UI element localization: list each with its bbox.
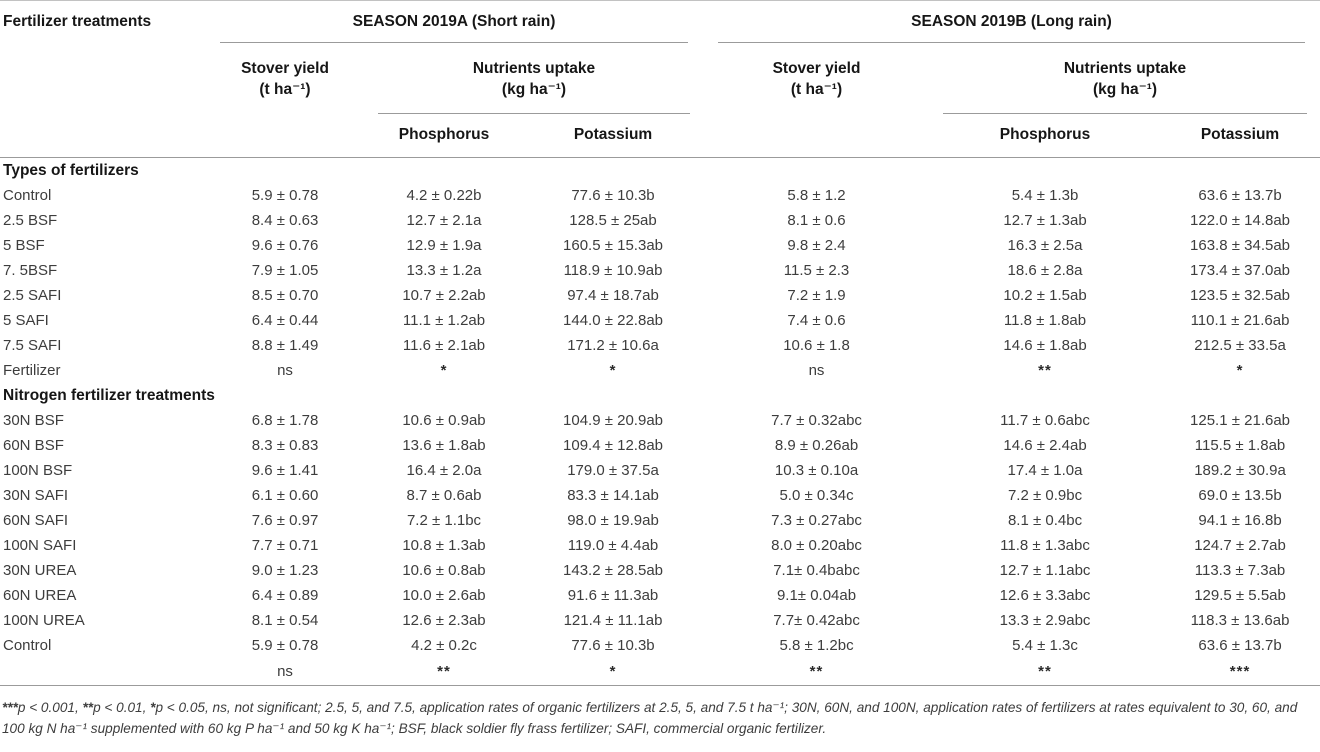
value-cell: 124.7 ± 2.7ab (1194, 537, 1286, 554)
row-label: 30N UREA (3, 562, 77, 579)
value-cell: 8.5 ± 0.70 (251, 287, 319, 304)
value-cell: 16.4 ± 2.0a (406, 462, 482, 479)
value-cell: 18.6 ± 2.8a (1007, 262, 1083, 279)
value-cell: 10.3 ± 0.10a (774, 462, 859, 479)
value-cell: 12.7 ± 1.1abc (999, 562, 1091, 579)
significance-cell: ** (365, 658, 523, 686)
value-cell: 9.1± 0.04ab (776, 587, 857, 604)
season-a-label: SEASON 2019A (Short rain) (220, 13, 688, 43)
value-cell: 69.0 ± 13.5b (1198, 487, 1282, 504)
stover-yield-label: Stover yield (772, 60, 861, 77)
table-row (0, 308, 1320, 333)
value-cell: 12.7 ± 2.1a (406, 212, 482, 229)
row-label: Control (3, 187, 52, 204)
value-cell: 109.4 ± 12.8ab (563, 437, 663, 454)
value-cell: 7.4 ± 0.6 (787, 312, 846, 329)
phosphorus-header-a: Phosphorus (365, 115, 523, 158)
footnote-segment: p < 0.001, (17, 700, 83, 715)
value-cell: 119.0 ± 4.4ab (567, 537, 659, 554)
value-cell: 9.6 ± 1.41 (251, 462, 319, 479)
value-cell: 7.2 ± 0.9bc (1007, 487, 1083, 504)
table-row (0, 508, 1320, 533)
value-cell: 7.2 ± 1.1bc (406, 512, 482, 529)
value-cell: 121.4 ± 11.1ab (563, 612, 663, 629)
value-cell: 113.3 ± 7.3ab (1194, 562, 1286, 579)
value-cell: 9.6 ± 0.76 (251, 237, 319, 254)
row-label: 7.5 SAFI (3, 337, 62, 354)
row-label: 60N UREA (3, 587, 77, 604)
value-cell: 10.0 ± 2.6ab (402, 587, 486, 604)
value-cell: 63.6 ± 13.7b (1198, 637, 1282, 654)
value-cell: 7.7 ± 0.71 (251, 537, 319, 554)
value-cell: 63.6 ± 13.7b (1198, 187, 1282, 204)
value-cell: 118.3 ± 13.6ab (1190, 612, 1290, 629)
table-row (0, 408, 1320, 433)
value-cell: 12.6 ± 2.3ab (402, 612, 486, 629)
value-cell: 5.9 ± 0.78 (251, 637, 319, 654)
row-label: 60N BSF (3, 437, 64, 454)
spacer-cell (205, 115, 365, 158)
value-cell: 12.6 ± 3.3abc (999, 587, 1091, 604)
value-cell: 91.6 ± 11.3ab (567, 587, 659, 604)
table-row (0, 283, 1320, 308)
value-cell: 7.3 ± 0.27abc (771, 512, 862, 529)
section-title: Types of fertilizers (3, 161, 139, 179)
table-row (0, 583, 1320, 608)
season-b-header (703, 1, 1320, 45)
value-cell: 6.4 ± 0.44 (251, 312, 319, 329)
value-cell: 9.8 ± 2.4 (787, 237, 846, 254)
section-title: Nitrogen fertilizer treatments (3, 386, 215, 404)
significance-cell: * (523, 658, 703, 686)
value-cell: 10.2 ± 1.5ab (1003, 287, 1087, 304)
value-cell: 9.0 ± 1.23 (251, 562, 319, 579)
value-cell: 7.1± 0.4babc (773, 562, 860, 579)
row-label: Fertilizer (3, 362, 61, 379)
section-header-row (0, 158, 1320, 184)
value-cell: 115.5 ± 1.8ab (1194, 437, 1286, 454)
value-cell: 8.1 ± 0.54 (251, 612, 319, 629)
significance-cell: ** (1038, 362, 1052, 379)
value-cell: 10.6 ± 0.8ab (402, 562, 486, 579)
significance-cell: ns (808, 362, 825, 379)
table-row (0, 608, 1320, 633)
footnote-segment: * (150, 700, 156, 715)
table-row (0, 558, 1320, 583)
value-cell: 143.2 ± 28.5ab (563, 562, 663, 579)
value-cell: 212.5 ± 33.5a (1194, 337, 1286, 354)
value-cell: 7.6 ± 0.97 (251, 512, 319, 529)
nutrients-uptake-unit: (kg ha⁻¹) (1092, 81, 1158, 98)
table-row (0, 233, 1320, 258)
value-cell: 5.0 ± 0.34c (779, 487, 854, 504)
footnote-segment: ** (82, 700, 94, 715)
row-label: 100N UREA (3, 612, 85, 629)
potassium-header-a: Potassium (523, 115, 703, 158)
value-cell: 8.0 ± 0.20abc (771, 537, 862, 554)
section-header-row (0, 383, 1320, 408)
value-cell: 11.8 ± 1.8ab (1003, 312, 1087, 329)
row-label: 7. 5BSF (3, 262, 58, 279)
row-label (0, 658, 205, 686)
value-cell: 123.5 ± 32.5ab (1190, 287, 1291, 304)
value-cell: 12.9 ± 1.9a (406, 237, 482, 254)
stover-yield-label: Stover yield (241, 60, 329, 77)
value-cell: 5.8 ± 1.2bc (779, 637, 854, 654)
value-cell: 8.8 ± 1.49 (251, 337, 319, 354)
table-row (0, 533, 1320, 558)
value-cell: 8.1 ± 0.4bc (1007, 512, 1083, 529)
value-cell: 7.7± 0.42abc (773, 612, 860, 629)
value-cell: 94.1 ± 16.8b (1198, 512, 1282, 529)
row-label: 30N BSF (3, 412, 64, 429)
value-cell: 5.9 ± 0.78 (251, 187, 319, 204)
row-label: 100N SAFI (3, 537, 77, 554)
value-cell: 6.4 ± 0.89 (251, 587, 319, 604)
potassium-header-b: Potassium (1160, 115, 1320, 158)
value-cell: 6.1 ± 0.60 (251, 487, 319, 504)
value-cell: 10.7 ± 2.2ab (402, 287, 486, 304)
value-cell: 125.1 ± 21.6ab (1190, 412, 1291, 429)
value-cell: 13.3 ± 2.9abc (999, 612, 1091, 629)
nutrients-uptake-header-a (365, 44, 703, 115)
value-cell: 104.9 ± 20.9ab (563, 412, 663, 429)
significance-cell: ** (930, 658, 1160, 686)
value-cell: 179.0 ± 37.5a (567, 462, 659, 479)
value-cell: 11.1 ± 1.2ab (402, 312, 486, 329)
season-b-label: SEASON 2019B (Long rain) (718, 13, 1305, 43)
value-cell: 7.2 ± 1.9 (787, 287, 846, 304)
significance-cell: *** (1160, 658, 1320, 686)
value-cell: 122.0 ± 14.8ab (1190, 212, 1291, 229)
value-cell: 5.8 ± 1.2 (787, 187, 846, 204)
nutrients-uptake-group (378, 58, 690, 114)
table-row (0, 258, 1320, 283)
table-row (0, 358, 1320, 383)
value-cell: 8.3 ± 0.83 (251, 437, 319, 454)
value-cell: 189.2 ± 30.9a (1194, 462, 1286, 479)
value-cell: 10.6 ± 0.9ab (402, 412, 486, 429)
significance-cell: ns (277, 362, 293, 379)
value-cell: 10.6 ± 1.8 (783, 337, 850, 354)
nutrients-uptake-group (943, 58, 1307, 114)
row-label: 2.5 BSF (3, 212, 58, 229)
row-label: 2.5 SAFI (3, 287, 62, 304)
value-cell: 83.3 ± 14.1ab (567, 487, 659, 504)
table-body (0, 158, 1320, 686)
value-cell: 171.2 ± 10.6a (567, 337, 659, 354)
value-cell: 160.5 ± 15.3ab (563, 237, 663, 254)
value-cell: 144.0 ± 22.8ab (563, 312, 663, 329)
row-label: 5 SAFI (3, 312, 49, 329)
row-label: 5 BSF (3, 237, 45, 254)
row-label: 100N BSF (3, 462, 73, 479)
value-cell: 97.4 ± 18.7ab (567, 287, 659, 304)
value-cell: 10.8 ± 1.3ab (402, 537, 486, 554)
value-cell: 14.6 ± 1.8ab (1003, 337, 1087, 354)
value-cell: 16.3 ± 2.5a (1007, 237, 1083, 254)
value-cell: 12.7 ± 1.3ab (1003, 212, 1087, 229)
stover-yield-header-a (205, 44, 365, 115)
nutrients-uptake-label: Nutrients uptake (472, 60, 596, 77)
row-label: Control (3, 637, 52, 654)
value-cell: 11.5 ± 2.3 (783, 262, 850, 279)
value-cell: 8.4 ± 0.63 (251, 212, 319, 229)
significance-cell: ns (205, 658, 365, 686)
value-cell: 129.5 ± 5.5ab (1194, 587, 1286, 604)
nutrients-uptake-unit: (kg ha⁻¹) (501, 81, 567, 98)
value-cell: 5.4 ± 1.3b (1011, 187, 1079, 204)
significance-cell: * (440, 362, 448, 379)
table-row (0, 658, 1320, 686)
value-cell: 163.8 ± 34.5ab (1190, 237, 1291, 254)
stover-yield-unit: (t ha⁻¹) (790, 81, 843, 98)
footnote-segment: p < 0.05, ns, not significant; 2.5, 5, and 7.5, application rates of organic fertilizers at 2.5, 5, and 7.5 t ha⁻¹; 30N, 60N, and 100N, application rates of fertilizers at rates equivalent to 30, 60, and 100 kg N ha⁻¹ supplemented with 60 kg P ha⁻¹ and 50 kg K ha⁻¹; BSF, black soldier fly frass fertilizer; SAFI, commercial organic fertilizer. (2, 700, 1298, 736)
value-cell: 7.7 ± 0.32abc (771, 412, 862, 429)
table-row (0, 633, 1320, 658)
value-cell: 17.4 ± 1.0a (1007, 462, 1083, 479)
significance-cell: * (1236, 362, 1244, 379)
footnote-segment: p < 0.01, (93, 700, 151, 715)
value-cell: 14.6 ± 2.4ab (1003, 437, 1087, 454)
value-cell: 4.2 ± 0.22b (406, 187, 482, 204)
footnote-segment: *** (2, 700, 18, 715)
table-row (0, 433, 1320, 458)
value-cell: 128.5 ± 25ab (569, 212, 657, 229)
value-cell: 8.7 ± 0.6ab (406, 487, 482, 504)
value-cell: 8.1 ± 0.6 (787, 212, 846, 229)
table-row (0, 208, 1320, 233)
row-label: 30N SAFI (3, 487, 69, 504)
value-cell: 77.6 ± 10.3b (571, 187, 655, 204)
value-cell: 11.6 ± 2.1ab (402, 337, 486, 354)
value-cell: 118.9 ± 10.9ab (563, 262, 663, 279)
table-row (0, 458, 1320, 483)
stover-yield-unit: (t ha⁻¹) (259, 81, 311, 98)
value-cell: 13.6 ± 1.8ab (402, 437, 486, 454)
table-row (0, 183, 1320, 208)
significance-cell: ** (703, 658, 930, 686)
significance-cell: * (609, 362, 617, 379)
value-cell: 77.6 ± 10.3b (571, 637, 655, 654)
value-cell: 13.3 ± 1.2a (406, 262, 482, 279)
corner-header: Fertilizer treatments (0, 1, 205, 158)
table-row (0, 333, 1320, 358)
value-cell: 173.4 ± 37.0ab (1190, 262, 1291, 279)
value-cell: 4.2 ± 0.2c (411, 637, 477, 654)
value-cell: 11.8 ± 1.3abc (1000, 537, 1090, 554)
table-row (0, 483, 1320, 508)
value-cell: 98.0 ± 19.9ab (567, 512, 659, 529)
value-cell: 6.8 ± 1.78 (251, 412, 319, 429)
value-cell: 11.7 ± 0.6abc (1000, 412, 1090, 429)
season-a-header (205, 1, 703, 45)
value-cell: 7.9 ± 1.05 (251, 262, 319, 279)
phosphorus-header-b: Phosphorus (930, 115, 1160, 158)
spacer-cell (703, 115, 930, 158)
season-header-row (0, 1, 1320, 45)
nutrients-uptake-label: Nutrients uptake (1063, 60, 1187, 77)
value-cell: 8.9 ± 0.26ab (774, 437, 859, 454)
row-label: 60N SAFI (3, 512, 69, 529)
value-cell: 110.1 ± 21.6ab (1190, 312, 1290, 329)
nutrients-uptake-header-b (930, 44, 1320, 115)
footnote (0, 697, 1320, 739)
stover-yield-header-b (703, 44, 930, 115)
value-cell: 5.4 ± 1.3c (1012, 637, 1078, 654)
